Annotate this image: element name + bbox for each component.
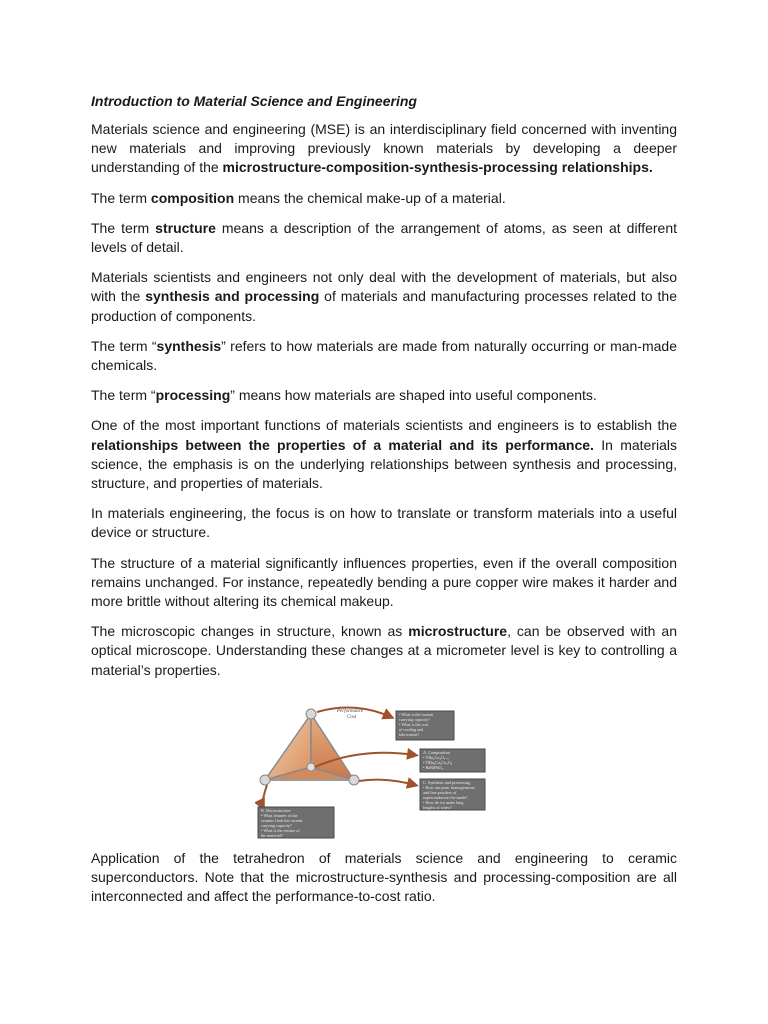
paragraph-synthesis-processing (91, 268, 677, 326)
apex-label-performance: Performance (337, 709, 364, 714)
text: The term (91, 189, 151, 206)
box-line: • What features of the (261, 813, 298, 818)
text: In materials science, the emphasis is on the underlying relationships between synthesis and processing, structure, and properties of materials. (91, 436, 678, 492)
text: The microscopic changes in structure, known as (91, 623, 409, 640)
vertex-performance (306, 709, 316, 719)
tetrahedron-diagram (255, 703, 487, 841)
box-line: superconductors be made? (423, 795, 468, 800)
text: The structure of a material significantly influences properties, even if the overall composition remains unchanged. For instance, repeatedly bending a pure copper wire makes it harder and more brittle without altering its chemical makeup. (91, 554, 677, 610)
figure-caption: Application of the tetrahedron of materials science and engineering to ceramic superconductors. Note that the microstructure-synthesis and processing-composition are all interconnected and affect the performance-to-cost ratio. (91, 850, 677, 905)
paragraph-synthesis (91, 337, 677, 375)
paragraph-mse-definition (91, 120, 677, 178)
bold-term: composition (150, 189, 235, 206)
box-line: • What is the texture of (261, 828, 300, 833)
paragraph-microstructure (91, 622, 677, 680)
bold-term: structure (155, 219, 216, 236)
box-line: • How can pure, homogeneous, (423, 785, 476, 790)
text: Materials scientists and engineers not only deal with the development of materials, but also with the (91, 269, 677, 305)
apex-label-cost: Cost (347, 715, 357, 720)
text: The term “ (91, 387, 156, 404)
vertex-synthesis (349, 775, 359, 785)
box-line: carrying capacity? (261, 823, 292, 828)
text: of materials and manufacturing processes related to the production of components. (91, 288, 677, 324)
text: ” refers to how materials are made from naturally occurring or man-made chemicals. (91, 337, 677, 374)
box-line: • How do we make long (423, 800, 464, 805)
paragraph-composition (91, 189, 677, 208)
box-line: the material? (261, 833, 283, 838)
arrow-to-synthesis-box (359, 780, 415, 785)
paragraph-structure (91, 219, 677, 257)
arrow-to-microstructure-box (263, 785, 268, 807)
vertex-microstructure (260, 775, 270, 785)
box-line: C. Synthesis and processing (423, 780, 470, 785)
paragraph-structure-influence (91, 554, 677, 612)
box-line: • YBa₂Cu₃O₇₋ₓ (423, 755, 449, 760)
bold-term: microstructure-composition-synthesis-processing relationships. (222, 159, 653, 176)
paragraph-processing (91, 386, 677, 405)
document-body (91, 92, 677, 691)
box-line: fabrication? (399, 732, 419, 737)
bold-term: relationships between the properties of a material and its performance. (91, 436, 594, 453)
box-line: • What is the current (399, 712, 434, 717)
text: The term “ (91, 337, 157, 354)
box-line: B. Microstructure (261, 808, 291, 813)
text: One of the most important functions of materials scientists and engineers is to establish the (91, 417, 677, 434)
document-title: Introduction to Material Science and Engineering (91, 93, 417, 109)
bold-term: synthesis and processing (145, 288, 320, 305)
box-line: A. Composition (423, 750, 450, 755)
bold-term: synthesis (156, 337, 222, 354)
text: means a description of the arrangement of atoms, as seen at different levels of detail. (91, 219, 677, 256)
box-line: • What is the cost (399, 722, 429, 727)
box-line: • BaBiPbO₃ (423, 765, 444, 770)
box-line: • TlBa₂Ca₂Cu₃O₉ (423, 760, 453, 765)
bold-term: microstructure (408, 623, 508, 640)
box-line: and fine powders of (423, 790, 457, 795)
mse-tetrahedron-figure (255, 703, 487, 841)
bold-term: processing (155, 387, 231, 404)
box-line: lengths of wires? (423, 805, 452, 810)
text: Materials science and engineering (MSE) is an interdisciplinary field concerned with inventing new materials and improving previously known materials by developing a deeper understanding of the (91, 121, 677, 176)
box-line: carrying capacity? (399, 717, 430, 722)
text: The term (91, 219, 156, 236)
paragraph-relationships (91, 416, 677, 493)
text: , can be observed with an optical microscope. Understanding these changes at a micrometer level is key to controlling a material’s properties. (91, 623, 677, 678)
text: ” means how materials are shaped into useful components. (230, 387, 597, 404)
text: means the chemical make-up of a material. (234, 189, 506, 206)
box-line: ceramic limit the current (261, 818, 303, 823)
vertex-composition (307, 763, 315, 771)
text: In materials engineering, the focus is on how to translate or transform materials into a useful device or structure. (91, 505, 677, 541)
paragraph-engineering-focus (91, 504, 677, 542)
box-line: of cooling and (399, 727, 424, 732)
